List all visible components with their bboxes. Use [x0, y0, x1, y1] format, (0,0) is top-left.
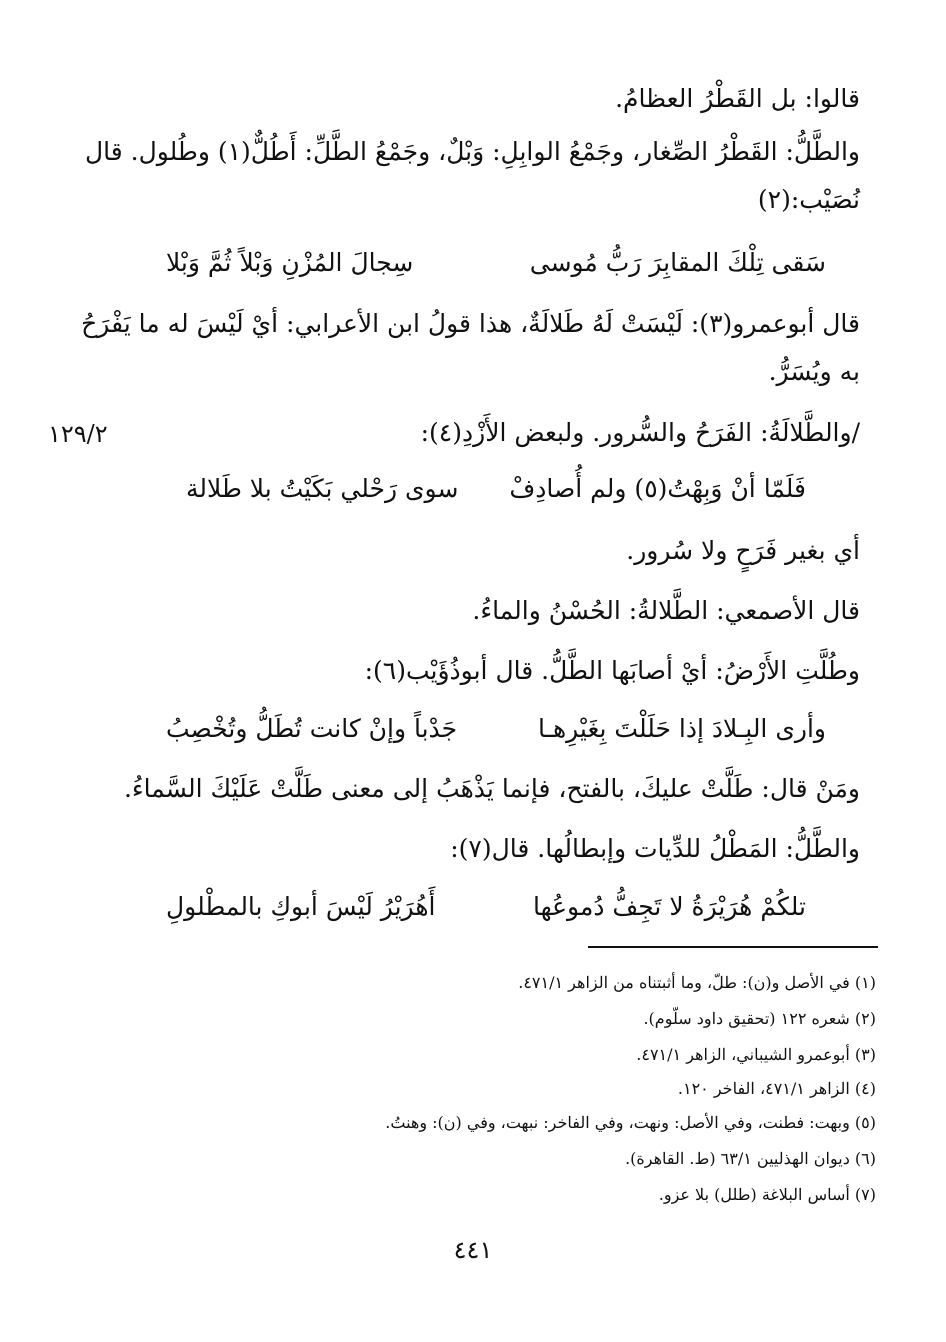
- page-number: ٤٤١: [453, 1236, 493, 1264]
- verse-4: [166, 890, 806, 924]
- footnote-3: (٣) أبوعمرو الشيباني، الزاهر ٤٧١/١.: [636, 1045, 876, 1064]
- paragraph-8: ومَنْ قال: طَلَّتْ عليكَ، بالفتح، فإنما يَذْهَبُ إلى معنى طَلَّتْ عَلَيْكَ السَّماءُ.: [123, 774, 860, 803]
- paragraph-6: قال الأصمعي: الطَّلالةُ: الحُسْنُ والماءُ.: [472, 596, 860, 625]
- paragraph-1: قالوا: بل القَطْرُ العظامُ.: [615, 84, 860, 113]
- footnote-4: (٤) الزاهر ٤٧١/١، الفاخر ١٢٠.: [677, 1079, 876, 1098]
- footnote-6: (٦) ديوان الهذليين ٦٣/١ (ط. القاهرة).: [625, 1149, 876, 1168]
- verse-3-second-hemistich: جَدْباً وإنْ كانت تُطَلُّ وتُخْصِبُ: [166, 714, 458, 743]
- verse-3-first-hemistich: وأرى البِـلادَ إذا حَلَلْتَ بِغَيْرِهـا: [538, 714, 826, 743]
- verse-2: [186, 472, 806, 506]
- verse-1-second-hemistich: سِجالَ المُزْنِ وَبْلاً ثُمَّ وَبْلا: [166, 248, 414, 277]
- paragraph-7: وطُلَّتِ الأَرْضُ: أيْ أصابَها الطَّلُّ. قال أبوذُؤَيْب(٦):: [364, 656, 860, 685]
- paragraph-5: أي بغير فَرَحٍ ولا سُرور.: [626, 536, 860, 565]
- footnote-1: (١) في الأصل و(ن): طلّ، وما أثبتناه من الزاهر ٤٧١/١.: [518, 973, 876, 992]
- footnote-7: (٧) أساس البلاغة (طلل) بلا عزو.: [658, 1185, 876, 1204]
- verse-3: [166, 712, 826, 746]
- paragraph-9: والطَّلُّ: المَطْلُ للدِّيات وإبطالُها. قال(٧):: [450, 834, 860, 863]
- paragraph-3: قال أبوعمرو(٣): لَيْسَتْ لَهُ طَلالَةٌ، هذا قولُ ابن الأعرابي: أيْ لَيْسَ له ما يَفْرَحُ به ويُسَرُّ.: [81, 309, 860, 386]
- verse-1: [166, 246, 826, 280]
- verse-4-first-hemistich: تلكُمْ هُرَيْرَةُ لا تَجِفُّ دُموعُها: [532, 892, 806, 921]
- footnote-5: (٥) وبهت: فطنت، وفي الأصل: ونهت، وفي الفاخر: نبهت، وفي (ن): وهنتُ.: [385, 1113, 876, 1132]
- margin-reference: ١٢٩/٢: [48, 420, 108, 448]
- verse-2-first-hemistich: فَلَمّا أنْ وَبِهْتُ(٥) ولم أُصادِفْ: [509, 474, 806, 503]
- footnote-separator: [588, 946, 878, 948]
- paragraph-2: والطَّلُّ: القَطْرُ الصِّغار، وجَمْعُ الوابِلِ: وَبْلٌ، وجَمْعُ الطَّلِّ: أَطُلٌّ(١) وطُلول. قال نُصَيْب:(٢): [84, 137, 860, 214]
- verse-1-first-hemistich: سَقى تِلْكَ المقابِرَ رَبُّ مُوسى: [529, 248, 826, 277]
- verse-2-second-hemistich: سوى رَحْلي بَكَيْتُ بلا طَلالة: [186, 474, 459, 503]
- footnote-2: (٢) شعره ١٢٢ (تحقيق داود سلّوم).: [643, 1009, 876, 1028]
- verse-4-second-hemistich: أَهُرَيْرُ لَيْسَ أبوكِ بالمطْلولِ: [166, 892, 436, 921]
- paragraph-4: /والطَّلالَةُ: الفَرَحُ والسُّرور. ولبعض الأَزْدِ(٤):: [420, 418, 860, 447]
